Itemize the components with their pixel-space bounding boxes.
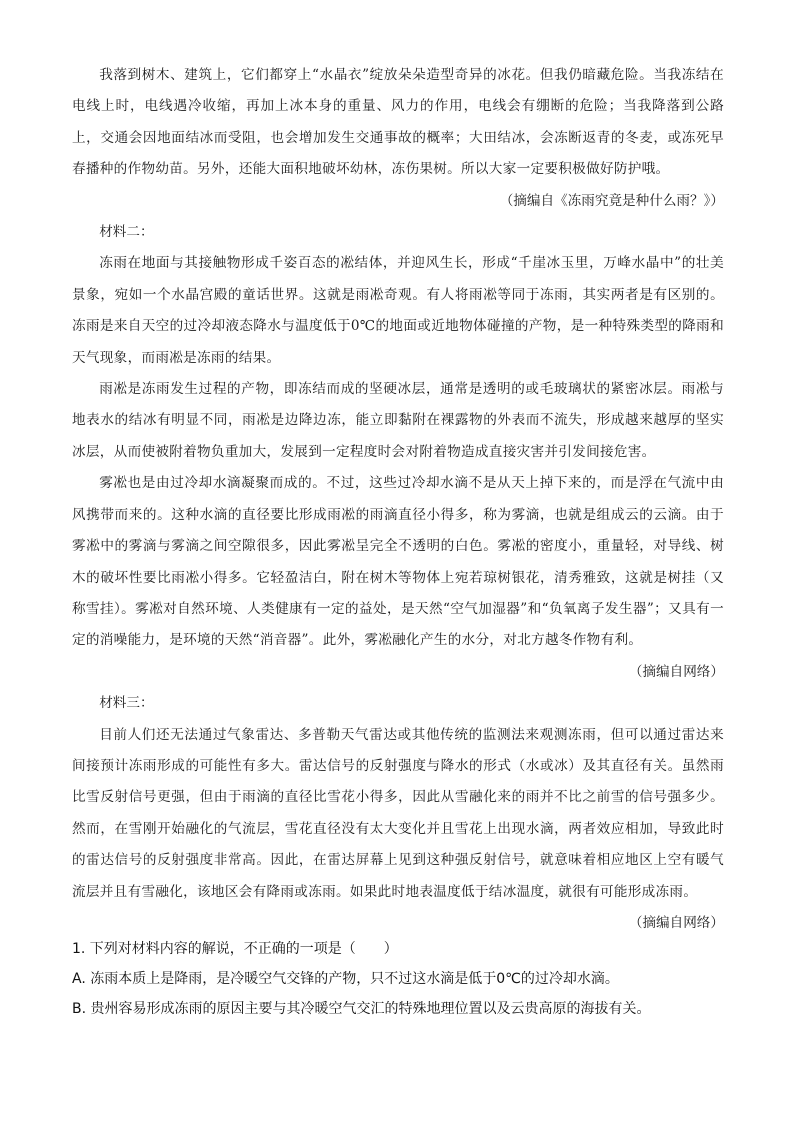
- question-option-a: A. 冻雨本质上是降雨，是冷暖空气交锋的产物，只不过这水滴是低于0℃的过冷却水滴。: [72, 971, 619, 987]
- material-three-heading: 材料三：: [99, 695, 154, 712]
- material-one-tail-paragraph: 我落到树木、建筑上，它们都穿上“水晶衣”绽放朵朵造型奇异的冰花。但我仍暗藏危险。当我冻结在电线上时，电线遇冷收缩，再加上冰本身的重量、风力的作用，电线会有绷断的危险；当我降落到公路上，交通会因地面结冰而受阻，也会增加发生交通事故的概率；大田结冰，会冻断返青的冬麦，或冻死早春播种的作物幼苗。另外，还能大面积地破坏幼林，冻伤果树。所以大家一定要积极做好防护哦。: [72, 67, 724, 178]
- material-three-source: （摘编自网络）: [628, 914, 724, 931]
- material-two-paragraph-2: 雨凇是冻雨发生过程的产物，即冻结而成的坚硬冰层，通常是透明的或毛玻璃状的紧密冰层。雨凇与地表水的结冰有明显不同，雨凇是边降边冻，能立即黏附在裸露物的外表而不流失，形成越来越厚的坚实冰层，从而使被附着物负重加大，发展到一定程度时会对附着物造成直接灾害并引发间接危害。: [72, 381, 724, 460]
- material-two-heading: 材料二：: [99, 224, 154, 241]
- question-block: [72, 934, 724, 1024]
- material-two-paragraph-1: 冻雨在地面与其接触物形成千姿百态的凇结体，并迎风生长，形成“千崖冰玉里，万峰水晶中”的壮美景象，宛如一个水晶宫殿的童话世界。这就是雨凇奇观。有人将雨凇等同于冻雨，其实两者是有区别的。冻雨是来自天空的过冷却液态降水与温度低于0℃的地面或近地物体碰撞的产物，是一种特殊类型的降雨和天气现象，而雨凇是冻雨的结果。: [72, 255, 724, 366]
- document-page: [72, 60, 724, 939]
- material-two-paragraph-3: 雾凇也是由过冷却水滴凝聚而成的。不过，这些过冷却水滴不是从天上掉下来的，而是浮在气流中由风携带而来的。这种水滴的直径要比形成雨凇的雨滴直径小得多，称为雾滴，也就是组成云的云滴。由于雾凇中的雾滴与雾滴之间空隙很多，因此雾凇呈完全不透明的白色。雾凇的密度小，重量轻，对导线、树木的破坏性要比雨凇小得多。它轻盈洁白，附在树木等物体上宛若琼树银花，清秀雅致，这就是树挂（又称雪挂）。雾凇对自然环境、人类健康有一定的益处，是天然“空气加湿器”和“负氧离子发生器”；又具有一定的消噪能力，是环境的天然“消音器”。此外，雾凇融化产生的水分，对北方越冬作物有利。: [72, 475, 724, 649]
- material-two-source: （摘编自网络）: [628, 663, 724, 680]
- question-option-b: B. 贵州容易形成冻雨的原因主要与其冷暖空气交汇的特殊地理位置以及云贵高原的海拔有关。: [72, 1001, 651, 1017]
- material-three-paragraph-1: 目前人们还无法通过气象雷达、多普勒天气雷达或其他传统的监测法来观测冻雨，但可以通过雷达来间接预计冻雨形成的可能性有多大。雷达信号的反射强度与降水的形式（水或冰）及其直径有关。虽然雨比雪反射信号更强，但由于雨滴的直径比雪花小得多，因此从雪融化来的雨并不比之前雪的信号强多少。然而，在雪刚开始融化的气流层，雪花直径没有太大变化并且雪花上出现水滴，两者效应相加，导致此时的雷达信号的反射强度非常高。因此，在雷达屏幕上见到这种强反射信号，就意味着相应地区上空有暖气流层并且有雪融化，该地区会有降雨或冻雨。如果此时地表温度低于结冰温度，就很有可能形成冻雨。: [72, 726, 724, 900]
- question-stem: 1. 下列对材料内容的解说，不正确的一项是（ ）: [72, 941, 398, 957]
- material-one-source: （摘编自《冻雨究竟是种什么雨？》）: [499, 192, 724, 209]
